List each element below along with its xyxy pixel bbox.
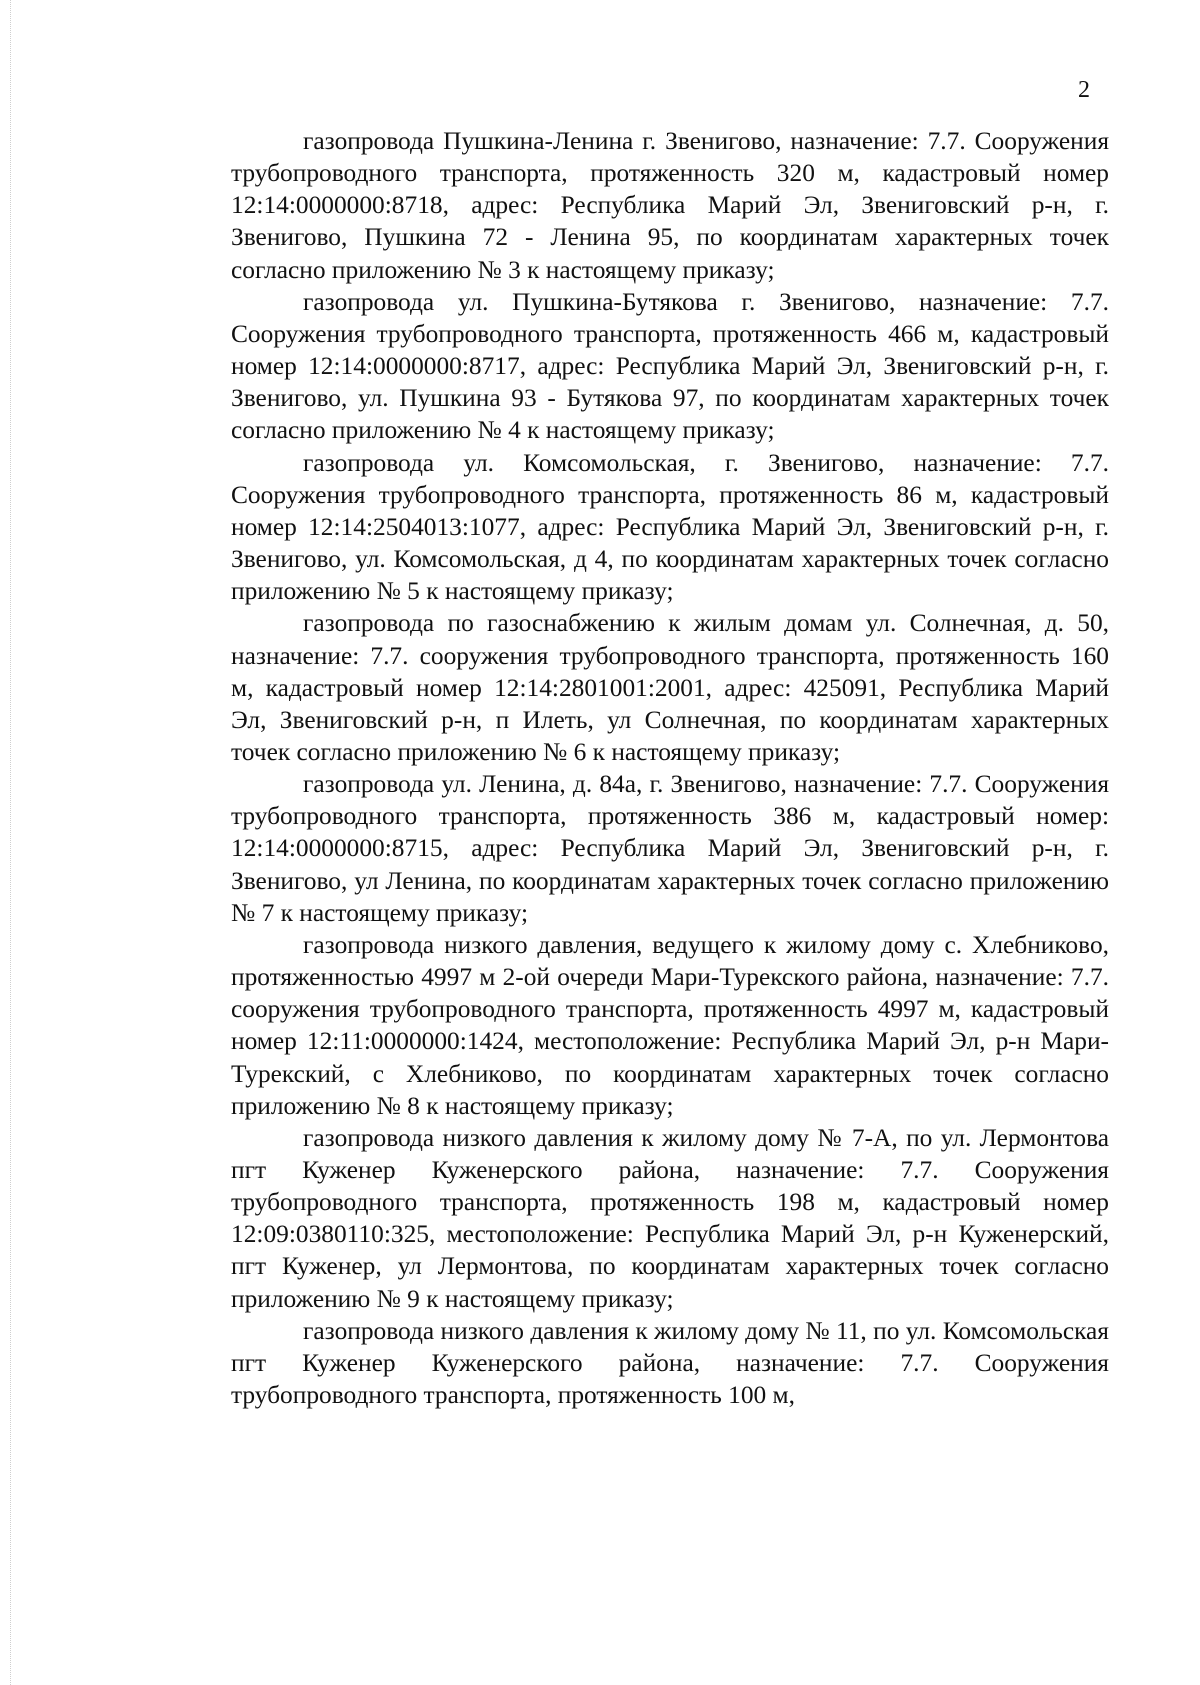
paragraph-solnechnaya: газопровода по газоснабжению к жилым домам ул. Солнечная, д. 50, назначение: 7.7. сооружения трубопроводного транспорта, протяженность 160 м, кадастровый номер 12:14:2801001:2001, адрес: 425091, Республика Марий Эл, Звениговский р-н, п Илеть, ул Солнечная, по координатам характерных точек согласно приложению № 6 к настоящему приказу;	[231, 609, 1109, 766]
paragraph-pushkina-butyakova: газопровода ул. Пушкина-Бутякова г. Звенигово, назначение: 7.7. Сооружения трубопроводного транспорта, протяженность 466 м, кадастровый номер 12:14:0000000:8717, адрес: Республика Марий Эл, Звениговский р-н, г. Звенигово, ул. Пушкина 93 - Бутякова 97, по координатам характерных точек согласно приложению № 4 к настоящему приказу;	[231, 287, 1109, 445]
scan-edge-line	[10, 0, 11, 1685]
paragraph-khlebnikovo: газопровода низкого давления, ведущего к жилому дому с. Хлебниково, протяженностью 4997 м 2-ой очереди Мари-Турекского района, назначение: 7.7. сооружения трубопроводного транспорта, протяженность 4997 м, кадастровый номер 12:11:0000000:1424, местоположение: Республика Марий Эл, р-н Мари-Турекский, с Хлебниково, по координатам характерных точек согласно приложению № 8 к настоящему приказу;	[231, 930, 1109, 1120]
page-number: 2	[1078, 77, 1090, 103]
paragraph-lenina-84a: газопровода ул. Ленина, д. 84а, г. Звенигово, назначение: 7.7. Сооружения трубопроводного транспорта, протяженность 386 м, кадастровый номер: 12:14:0000000:8715, адрес: Республика Марий Эл, Звениговский р-н, г. Звенигово, ул Ленина, по координатам характерных точек согласно приложению № 7 к настоящему приказу;	[231, 770, 1109, 927]
document-body	[231, 125, 1109, 1411]
paragraph-komsomolskaya: газопровода ул. Комсомольская, г. Звенигово, назначение: 7.7. Сооружения трубопроводного транспорта, протяженность 86 м, кадастровый номер 12:14:2504013:1077, адрес: Республика Марий Эл, Звениговский р-н, г. Звенигово, ул. Комсомольская, д 4, по координатам характерных точек согласно приложению № 5 к настоящему приказу;	[231, 448, 1109, 606]
paragraph-pushkina-lenina: газопровода Пушкина-Ленина г. Звенигово, назначение: 7.7. Сооружения трубопроводного транспорта, протяженность 320 м, кадастровый номер 12:14:0000000:8718, адрес: Республика Марий Эл, Звениговский р-н, г. Звенигово, Пушкина 72 - Ленина 95, по координатам характерных точек согласно приложению № 3 к настоящему приказу;	[231, 127, 1109, 284]
paragraph-komsomolskaya-11: газопровода низкого давления к жилому дому № 11, по ул. Комсомольская пгт Куженер Куженерского района, назначение: 7.7. Сооружения трубопроводного транспорта, протяженность 100 м,	[231, 1316, 1109, 1410]
paragraph-lermontova: газопровода низкого давления к жилому дому № 7-А, по ул. Лермонтова пгт Куженер Куженерского района, назначение: 7.7. Сооружения трубопроводного транспорта, протяженность 198 м, кадастровый номер 12:09:0380110:325, местоположение: Республика Марий Эл, р-н Куженерский, пгт Куженер, ул Лермонтова, по координатам характерных точек согласно приложению № 9 к настоящему приказу;	[231, 1123, 1109, 1313]
